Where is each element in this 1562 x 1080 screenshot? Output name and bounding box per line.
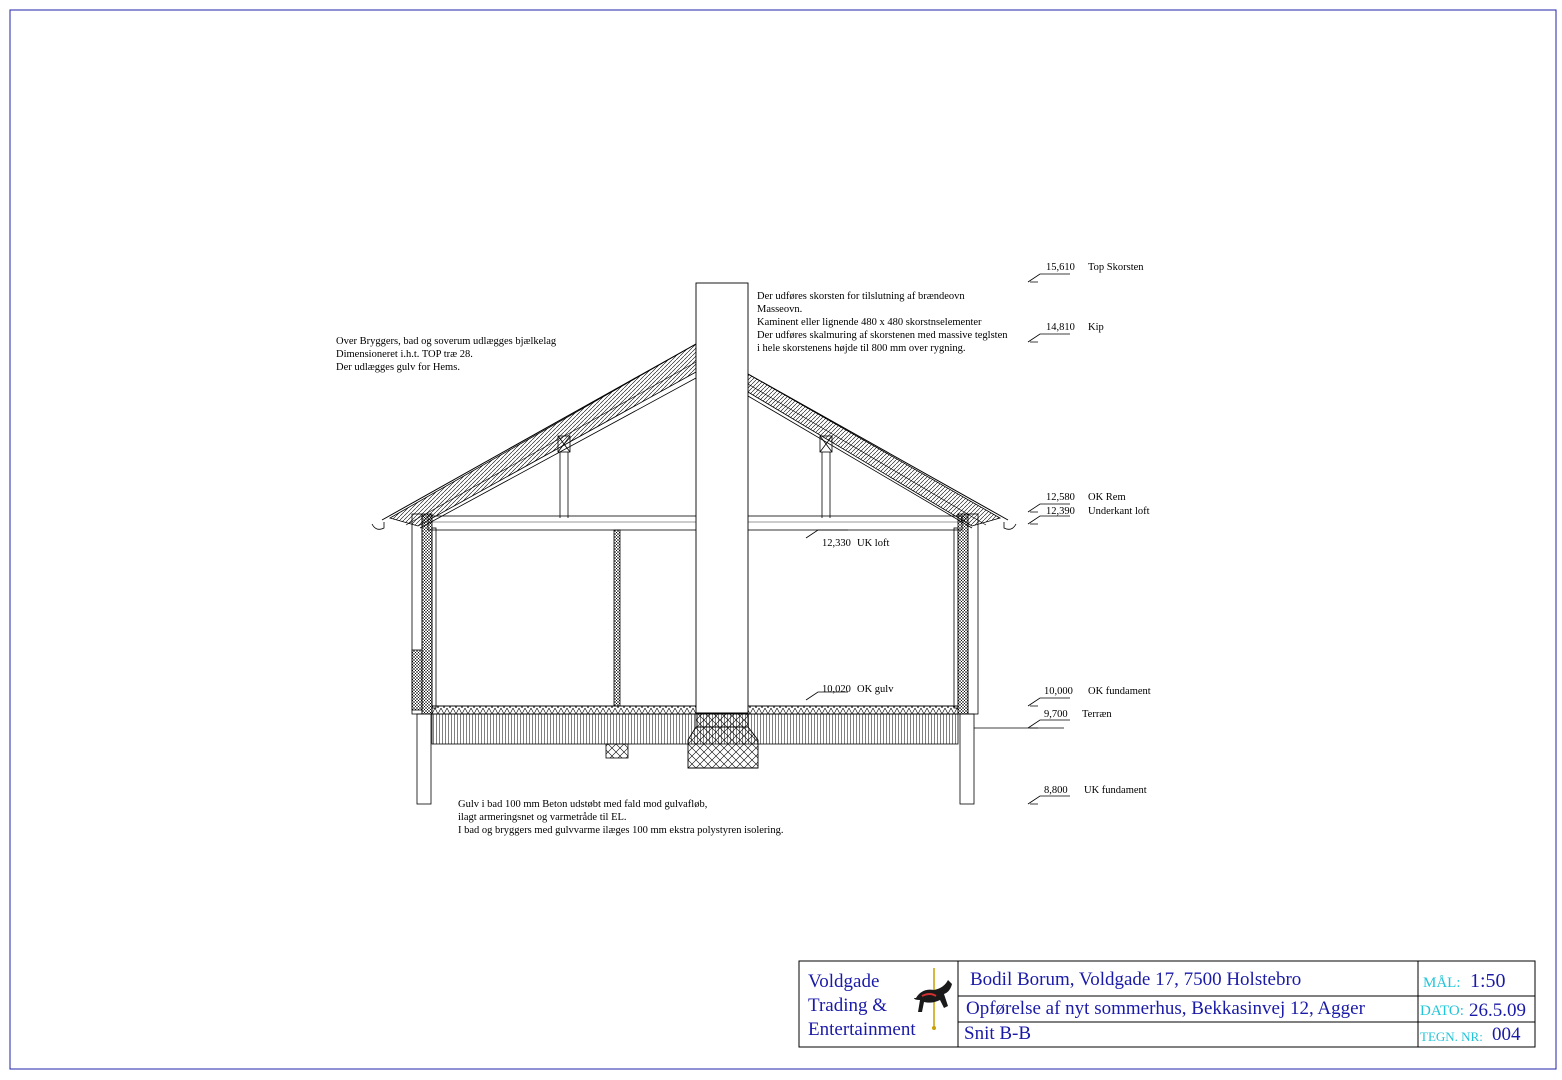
level-value: 15,610 (1046, 262, 1075, 273)
roof-right (748, 374, 1016, 529)
level-label: Kip (1088, 322, 1104, 333)
date-value: 26.5.09 (1469, 1000, 1526, 1021)
level-label: OK fundament (1088, 686, 1151, 697)
level-value: 14,810 (1046, 322, 1075, 333)
level-value: 12,580 (1046, 492, 1075, 503)
sheet-frame (10, 10, 1556, 1069)
chimney-note-line: Der udføres skalmuring af skorstenen med massive teglsten (757, 330, 1008, 341)
left-wall (412, 514, 436, 804)
loft-note-line: Dimensioneret i.h.t. TOP træ 28. (336, 349, 473, 360)
number-label: TEGN. NR: (1420, 1029, 1483, 1044)
chimney-note-line: Der udføres skorsten for tilslutning af brændeovn (757, 291, 965, 302)
inner-level-value: 10,020 (822, 684, 851, 695)
scale-value: 1:50 (1470, 970, 1506, 992)
level-value: 12,390 (1046, 506, 1075, 517)
chimney (688, 283, 758, 768)
chimney-note-line: i hele skorstenens højde til 800 mm over rygning. (757, 343, 966, 354)
scale-label: MÅL: (1423, 975, 1461, 991)
level-label: UK fundament (1084, 785, 1147, 796)
drawing-title: Snit B-B (964, 1023, 1032, 1044)
date-label: DATO: (1420, 1003, 1464, 1019)
level-value: 9,700 (1044, 709, 1068, 720)
carousel-horse-icon (914, 968, 952, 1030)
level-value: 8,800 (1044, 785, 1068, 796)
company-name-line: Voldgade (808, 971, 880, 992)
chimney-note-line: Masseovn. (757, 304, 803, 315)
level-label: Underkant loft (1088, 506, 1150, 517)
company-name (808, 970, 916, 1042)
loft-note-line: Over Bryggers, bad og soverum udlægges bjælkelag (336, 336, 557, 347)
project-line: Opførelse af nyt sommerhus, Bekkasinvej 12, Agger (966, 998, 1365, 1019)
chimney-note-line: Kaminent eller lignende 480 x 480 skorstnselementer (757, 317, 982, 328)
level-label: OK Rem (1088, 492, 1126, 503)
floor-note-line: Gulv i bad 100 mm Beton udstøbt med fald mod gulvafløb, (458, 799, 708, 810)
level-value: 10,000 (1044, 686, 1073, 697)
chimney-note (757, 290, 1007, 355)
company-name-line: Trading & (808, 995, 888, 1016)
inner-level-value: 12,330 (822, 538, 851, 549)
loft-note-line: Der udlægges gulv for Hems. (336, 362, 460, 373)
floor-note (458, 798, 783, 837)
loft-note (336, 335, 556, 374)
level-label: Terræn (1082, 709, 1112, 720)
inner-level-label: UK loft (857, 538, 890, 549)
collar-struts (558, 436, 832, 518)
floor-note-line: ilagt armeringsnet og varmetråde til EL. (458, 812, 627, 823)
level-label: Top Skorsten (1088, 262, 1144, 273)
drawing-number: 004 (1492, 1024, 1521, 1045)
interior-partition (614, 530, 620, 706)
footing-left (606, 744, 628, 758)
inner-level-label: OK gulv (857, 684, 894, 695)
client-line: Bodil Borum, Voldgade 17, 7500 Holstebro (970, 969, 1302, 990)
floor-note-line: I bad og bryggers med gulvvarme ilæges 100 mm ekstra polystyren isolering. (458, 825, 784, 836)
company-name-line: Entertainment (808, 1019, 916, 1040)
ceiling-beam (428, 516, 962, 530)
right-wall (954, 514, 978, 804)
